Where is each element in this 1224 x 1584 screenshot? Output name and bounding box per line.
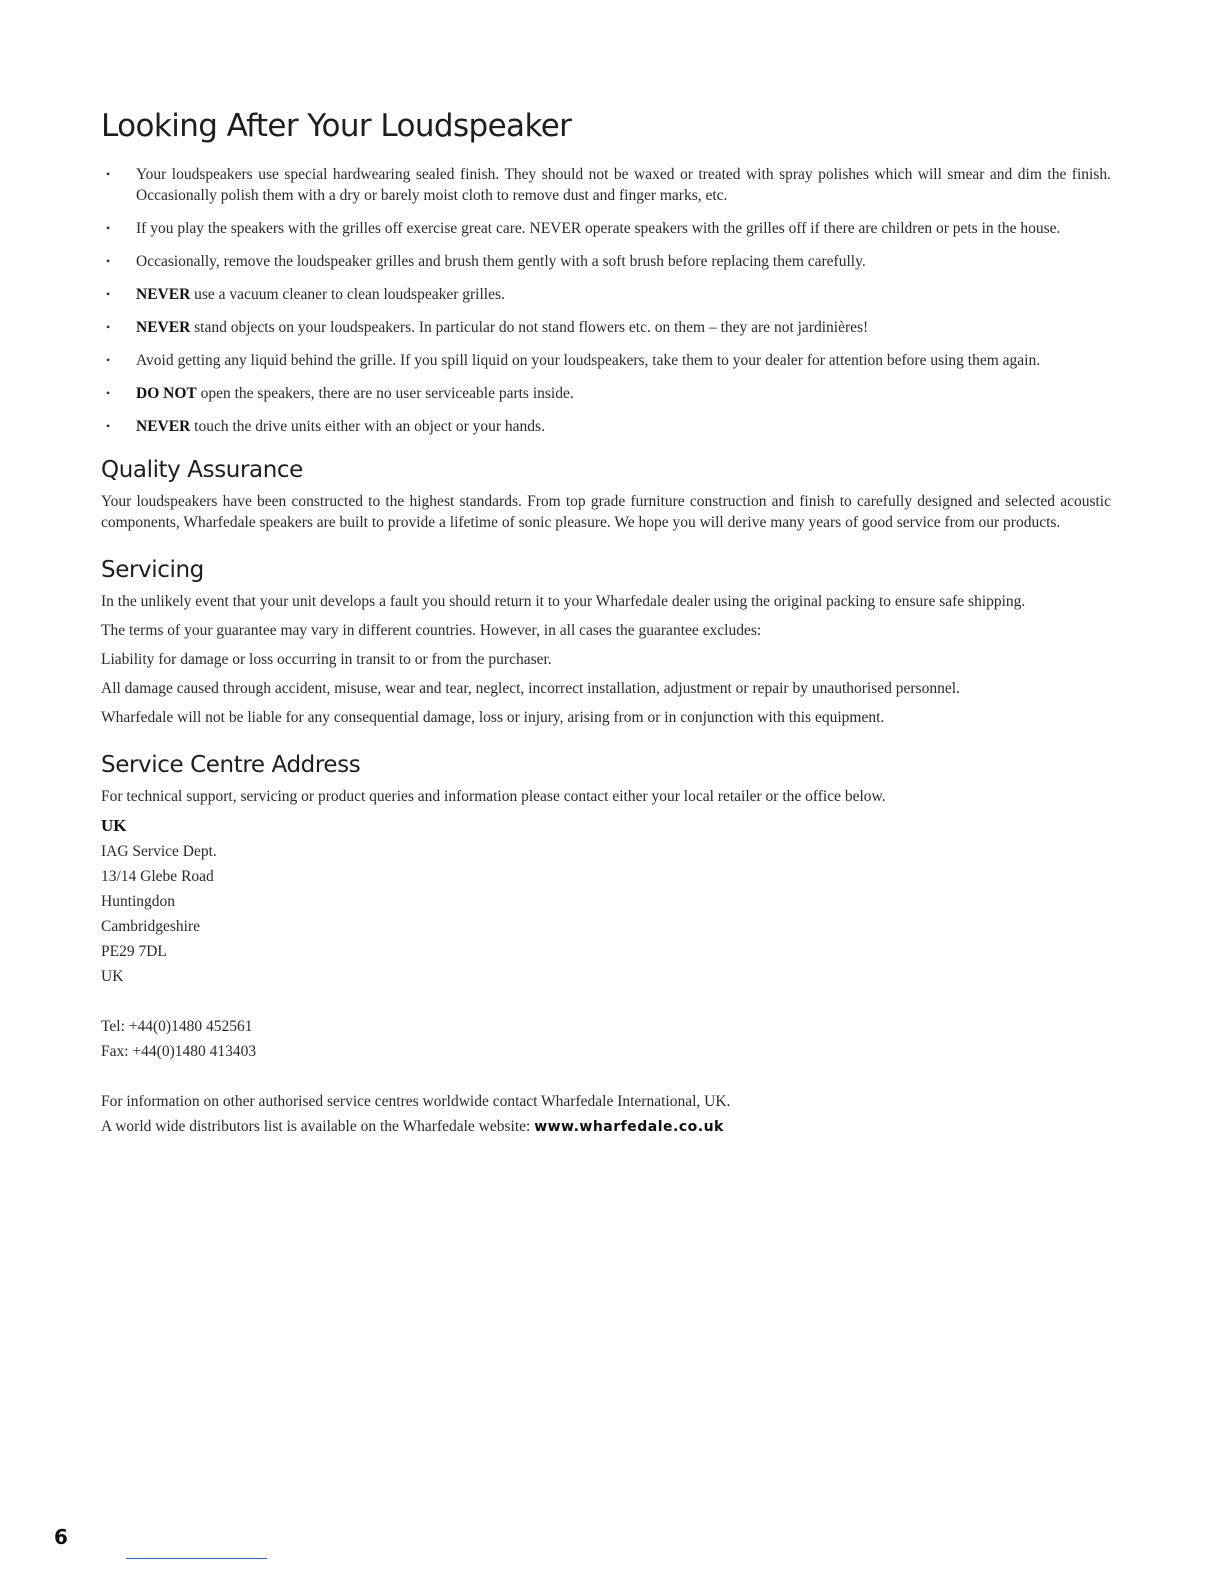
address-line: Huntingdon — [101, 893, 176, 910]
quality-text: Your loudspeakers have been constructed to the highest standards. From top grade furniture construction and finish to carefully designed and selected acoustic components, Wharfedale speakers are built to provide a lifetime of sonic pleasure. We hope you will derive many years of good service from our products. — [101, 493, 1111, 531]
care-item: • Avoid getting any liquid behind the grille. If you spill liquid on your loudspeakers, take them to your dealer for attention before using them again. — [101, 350, 1111, 371]
care-item: • Occasionally, remove the loudspeaker grilles and brush them gently with a soft brush before replacing them carefully. — [101, 251, 1111, 272]
servicing-paragraph: All damage caused through accident, misuse, wear and tear, neglect, incorrect installation, adjustment or repair by unauthorised personnel. — [101, 680, 960, 697]
address-line: PE29 7DL — [101, 943, 167, 960]
care-item: • If you play the speakers with the grilles off exercise great care. NEVER operate speakers with the grilles off if there are children or pets in the house. — [101, 218, 1111, 239]
telephone: Tel: +44(0)1480 452561 — [101, 1018, 253, 1035]
care-item: • NEVER use a vacuum cleaner to clean loudspeaker grilles. — [101, 284, 1111, 305]
servicing-heading: Servicing — [101, 557, 204, 583]
footer-rule — [126, 1558, 267, 1559]
care-heading: Looking After Your Loudspeaker — [101, 108, 572, 144]
servicing-paragraph: In the unlikely event that your unit develops a fault you should return it to your Wharfedale dealer using the original packing to ensure safe shipping. — [101, 593, 1026, 610]
service-centre-section — [101, 752, 1111, 1140]
address-line: Cambridgeshire — [101, 918, 201, 935]
service-centre-heading: Service Centre Address — [101, 752, 361, 778]
address-line: UK — [101, 968, 124, 985]
page-number: 6 — [54, 1525, 68, 1549]
care-item: • DO NOT open the speakers, there are no user serviceable parts inside. — [101, 383, 1111, 404]
fax: Fax: +44(0)1480 413403 — [101, 1043, 257, 1060]
care-item: • NEVER stand objects on your loudspeakers. In particular do not stand flowers etc. on them – they are not jardinières! — [101, 317, 1111, 338]
website-link[interactable]: www.wharfedale.co.uk — [534, 1119, 724, 1135]
servicing-section — [101, 557, 1111, 728]
address-line: 13/14 Glebe Road — [101, 868, 214, 885]
care-item: • NEVER touch the drive units either with an object or your hands. — [101, 416, 1111, 437]
address-line: IAG Service Dept. — [101, 843, 217, 860]
quality-heading: Quality Assurance — [101, 457, 303, 483]
care-list — [101, 164, 1111, 437]
servicing-paragraph: Liability for damage or loss occurring in transit to or from the purchaser. — [101, 651, 552, 668]
country-label: UK — [101, 816, 127, 835]
servicing-paragraph: Wharfedale will not be liable for any consequential damage, loss or injury, arising from or in conjunction with this equipment. — [101, 709, 885, 726]
other-service-info: For information on other authorised service centres worldwide contact Wharfedale International, UK. — [101, 1093, 731, 1110]
care-item: • Your loudspeakers use special hardwearing sealed finish. They should not be waxed or treated with spray polishes which will smear and dim the finish. Occasionally polish them with a dry or barely moist cloth to remove dust and finger marks, etc. — [101, 164, 1111, 206]
quality-section — [101, 457, 1111, 533]
page-content — [101, 108, 1111, 1140]
service-centre-intro: For technical support, servicing or product queries and information please contact either your local retailer or the office below. — [101, 788, 886, 805]
distributors-info: A world wide distributors list is available on the Wharfedale website: www.wharfedale.co.uk — [101, 1118, 724, 1135]
servicing-paragraph: The terms of your guarantee may vary in different countries. However, in all cases the guarantee excludes: — [101, 622, 762, 639]
